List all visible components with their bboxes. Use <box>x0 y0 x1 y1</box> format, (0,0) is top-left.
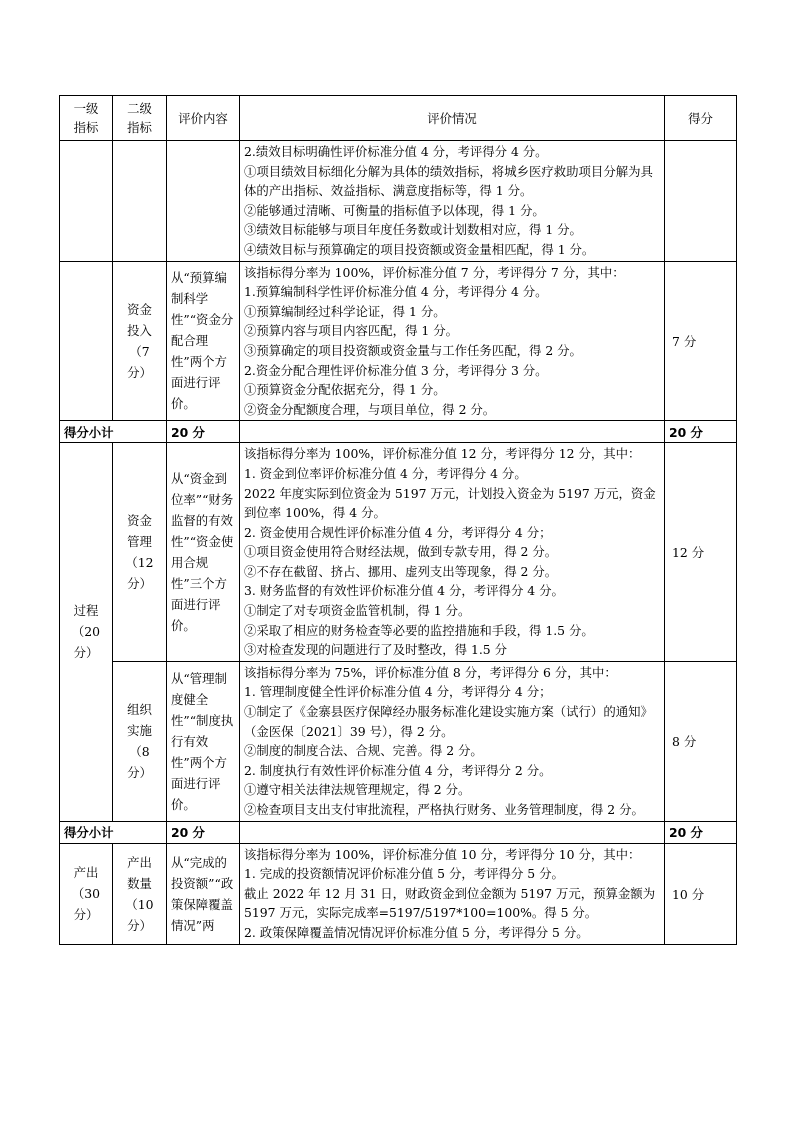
evaluation-line: ③绩效目标能够与项目年度任务数或计划数相对应，得 1 分。 <box>244 222 582 238</box>
content-cell: 从“完成的投资额”“政策保障覆盖情况”两 <box>167 843 240 944</box>
evaluation-line: 2.绩效目标明确性评价标准分值 4 分，考评得分 4 分。 <box>244 144 548 159</box>
table-row <box>60 661 737 821</box>
header-content: 评价内容 <box>167 96 240 141</box>
evaluation-cell <box>240 661 665 821</box>
evaluation-line: ①预算编制经过科学论证，得 1 分。 <box>244 303 446 319</box>
score-cell: 7 分 <box>665 261 737 421</box>
score-cell: 10 分 <box>665 843 737 944</box>
evaluation-line: ②不存在截留、挤占、挪用、虚列支出等现象，得 2 分。 <box>244 563 558 579</box>
evaluation-line: 1. 完成的投资额情况评价标准分值 5 分，考评得分 5 分。 <box>244 866 564 882</box>
subtotal-value: 20 分 <box>167 421 240 443</box>
table-row <box>60 261 737 421</box>
header-level1: 一级 指标 <box>60 96 113 141</box>
level1-cell: 过程 （20 分） <box>60 443 113 821</box>
evaluation-line: ①制定了对专项资金监管机制，得 1 分。 <box>244 603 471 619</box>
level2-cell: 产出 数量 （10 分） <box>113 843 167 944</box>
evaluation-line: 2.资金分配合理性评价标准分值 3 分，考评得分 3 分。 <box>244 362 548 378</box>
evaluation-line: ①制定了《金寨县医疗保障经办服务标准化建设实施方案（试行）的通知》（金医保〔2021〕39 号），得 2 分。 <box>244 704 653 739</box>
table-row <box>60 443 737 662</box>
evaluation-line: 3. 财务监督的有效性评价标准分值 4 分，考评得分 4 分。 <box>244 583 564 599</box>
table-row <box>60 843 737 944</box>
evaluation-cell <box>240 261 665 421</box>
evaluation-line: ①遵守相关法律法规管理规定，得 2 分。 <box>244 782 471 798</box>
content-cell: 从“资金到位率”“财务监督的有效性”“资金使用合规性”三个方面进行评价。 <box>167 443 240 662</box>
evaluation-line: 该指标得分率为 100%，评价标准分值 7 分，考评得分 7 分，其中： <box>244 264 625 280</box>
evaluation-line: ②制度的制度合法、合规、完善。得 2 分。 <box>244 743 483 759</box>
level2-cell: 组织 实施 （8 分） <box>113 661 167 821</box>
subtotal-score: 20 分 <box>665 421 737 443</box>
subtotal-blank <box>240 421 665 443</box>
content-cell: 从“管理制度健全性”“制度执行有效性”两个方面进行评价。 <box>167 661 240 821</box>
level2-cell <box>113 141 167 262</box>
evaluation-line: ③预算确定的项目投资额或资金量与工作任务匹配，得 2 分。 <box>244 342 582 358</box>
evaluation-line: 2. 政策保障覆盖情况情况评价标准分值 5 分，考评得分 5 分。 <box>244 924 589 940</box>
subtotal-value: 20 分 <box>167 821 240 843</box>
level1-cell: 产出 （30 分） <box>60 843 113 944</box>
evaluation-line: 1. 管理制度健全性评价标准分值 4 分，考评得分 4 分； <box>244 684 552 700</box>
evaluation-line: 该指标得分率为 100%，评价标准分值 10 分，考评得分 10 分，其中： <box>244 846 641 862</box>
subtotal-label: 得分小计 <box>60 421 167 443</box>
table-row <box>60 141 737 262</box>
header-row <box>60 96 737 141</box>
evaluation-cell <box>240 141 665 262</box>
score-cell: 12 分 <box>665 443 737 662</box>
evaluation-line: ①项目绩效目标细化分解为具体的绩效指标，将城乡医疗救助项目分解为具体的产出指标、效益指标、满意度指标等，得 1 分。 <box>244 163 653 199</box>
level2-cell: 资金 投入 （7 分） <box>113 261 167 421</box>
evaluation-line: 该指标得分率为 75%，评价标准分值 8 分，考评得分 6 分，其中： <box>244 664 617 680</box>
level1-cell <box>60 261 113 421</box>
level1-cell <box>60 141 113 262</box>
evaluation-line: 2022 年度实际到位资金为 5197 万元，计划投入资金为 5197 万元，资金到位率 100%，得 4 分。 <box>244 485 656 521</box>
evaluation-line: ④绩效目标与预算确定的项目投资额或资金量相匹配，得 1 分。 <box>244 241 595 257</box>
content-cell: 从“预算编制科学性”“资金分配合理性”两个方面进行评价。 <box>167 261 240 421</box>
subtotal-row <box>60 421 737 443</box>
evaluation-line: 2. 资金使用合规性评价标准分值 4 分，考评得分 4 分； <box>244 524 552 540</box>
evaluation-line: 截止 2022 年 12 月 31 日，财政资金到位金额为 5197 万元，预算金额为 5197 万元，实际完成率=5197/5197*100=100%。得 5 分。 <box>244 885 660 921</box>
evaluation-line: ②采取了相应的财务检查等必要的监控措施和手段，得 1.5 分。 <box>244 622 594 638</box>
subtotal-blank <box>240 821 665 843</box>
evaluation-cell <box>240 843 665 944</box>
score-cell: 8 分 <box>665 661 737 821</box>
evaluation-line: ②检查项目支出支付审批流程，严格执行财务、业务管理制度，得 2 分。 <box>244 802 644 817</box>
evaluation-table <box>59 95 737 945</box>
score-cell <box>665 141 737 262</box>
header-score: 得分 <box>665 96 737 141</box>
level2-cell: 资金 管理 （12 分） <box>113 443 167 662</box>
evaluation-line: ②资金分配额度合理，与项目单位，得 2 分。 <box>244 401 496 417</box>
evaluation-line: ③对检查发现的问题进行了及时整改，得 1.5 分 <box>244 642 508 658</box>
evaluation-line: 1.预算编制科学性评价标准分值 4 分，考评得分 4 分。 <box>244 284 548 300</box>
evaluation-cell <box>240 443 665 662</box>
header-level2: 二级 指标 <box>113 96 167 141</box>
evaluation-line: 2. 制度执行有效性评价标准分值 4 分，考评得分 2 分。 <box>244 762 552 778</box>
subtotal-row <box>60 821 737 843</box>
header-evaluation: 评价情况 <box>240 96 665 141</box>
evaluation-line: ②能够通过清晰、可衡量的指标值予以体现，得 1 分。 <box>244 202 545 218</box>
subtotal-score: 20 分 <box>665 821 737 843</box>
evaluation-line: 1. 资金到位率评价标准分值 4 分，考评得分 4 分。 <box>244 465 527 481</box>
evaluation-line: ①预算资金分配依据充分，得 1 分。 <box>244 382 446 398</box>
subtotal-label: 得分小计 <box>60 821 167 843</box>
evaluation-line: 该指标得分率为 100%，评价标准分值 12 分，考评得分 12 分，其中： <box>244 446 641 462</box>
evaluation-line: ①项目资金使用符合财经法规，做到专款专用，得 2 分。 <box>244 544 558 560</box>
content-cell <box>167 141 240 262</box>
evaluation-line: ②预算内容与项目内容匹配，得 1 分。 <box>244 323 459 339</box>
